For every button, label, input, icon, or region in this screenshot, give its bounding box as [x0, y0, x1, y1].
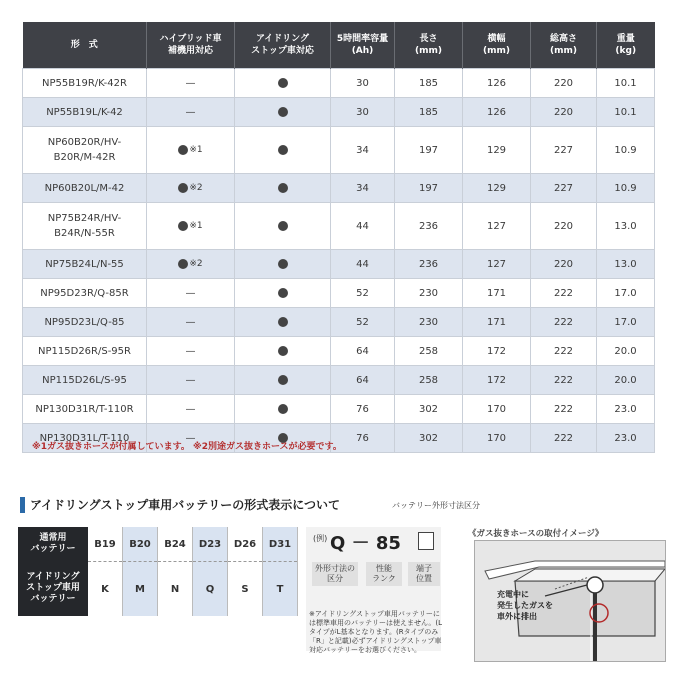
cell-capacity: 64: [331, 337, 395, 366]
cell-length: 236: [395, 203, 463, 250]
table-row: [23, 203, 655, 250]
cell-hybrid: [147, 127, 235, 174]
table-row: [23, 174, 655, 203]
format-label-rank-text: 性能 ランク: [372, 564, 396, 583]
filled-dot-icon: [178, 145, 188, 155]
cell-model: NP95D23R/Q-85R: [23, 279, 147, 308]
cell-capacity: 76: [331, 424, 395, 453]
cell-capacity: 52: [331, 279, 395, 308]
format-note: ※アイドリングストップ車用バッテリーには標準車用のバッテリーは使えません。(LタイプがL基本となります。(Rタイプのみ「R」と記載)必ずアイドリングストップ車対応バッテリーをお選びください。: [309, 610, 443, 655]
code-cell: M: [123, 562, 158, 617]
cell-height: 222: [531, 337, 597, 366]
table-body: [23, 69, 655, 453]
cell-width: 170: [463, 424, 531, 453]
filled-dot-icon: [178, 183, 188, 193]
header-capacity: [331, 22, 395, 69]
header-model: 形 式: [23, 22, 147, 69]
cell-width: 127: [463, 203, 531, 250]
cell-width: 129: [463, 127, 531, 174]
cell-height: 220: [531, 69, 597, 98]
cell-width: 171: [463, 308, 531, 337]
cell-hybrid: —: [147, 366, 235, 395]
filled-dot-icon: [178, 221, 188, 231]
code-cell: S: [228, 562, 263, 617]
cell-model: NP115D26R/S-95R: [23, 337, 147, 366]
filled-dot-icon: [178, 259, 188, 269]
cell-weight: 13.0: [597, 250, 655, 279]
cell-height: 227: [531, 127, 597, 174]
image-title: 《ガス抜きホースの取付イメージ》: [468, 529, 604, 539]
note-reference: ※1: [189, 144, 203, 155]
cell-idle: [235, 308, 331, 337]
size-cell: B20: [123, 527, 158, 562]
size-cell: D23: [193, 527, 228, 562]
cell-hybrid: —: [147, 98, 235, 127]
header-idle-stop-text: アイドリング ストップ車対応: [251, 33, 314, 56]
cell-height: 222: [531, 279, 597, 308]
terminal-position-box: [418, 532, 434, 550]
table-row: [23, 127, 655, 174]
cell-model: NP130D31L/T-110: [23, 424, 147, 453]
filled-dot-icon: [278, 375, 288, 385]
cell-weight: 13.0: [597, 203, 655, 250]
table-header-row: [23, 22, 655, 69]
cell-weight: 23.0: [597, 424, 655, 453]
table-row: [23, 366, 655, 395]
size-row-normal: [18, 527, 298, 562]
table-row: [23, 69, 655, 98]
cell-capacity: 30: [331, 69, 395, 98]
cell-hybrid: —: [147, 337, 235, 366]
header-length: [395, 22, 463, 69]
filled-dot-icon: [278, 107, 288, 117]
note-reference: ※1: [189, 220, 203, 231]
cell-hybrid: —: [147, 69, 235, 98]
table-row: [23, 337, 655, 366]
cell-model: NP95D23L/Q-85: [23, 308, 147, 337]
code-cell: T: [263, 562, 298, 617]
cell-weight: 17.0: [597, 308, 655, 337]
cell-idle: [235, 98, 331, 127]
header-height: [531, 22, 597, 69]
header-idle-stop: [235, 22, 331, 69]
size-cell: D26: [228, 527, 263, 562]
section-title: アイドリングストップ車用バッテリーの形式表示について: [30, 498, 340, 512]
battery-spec-table: [22, 22, 655, 453]
cell-width: 171: [463, 279, 531, 308]
format-label-terminal-text: 端子 位置: [416, 564, 432, 583]
cell-model: NP115D26L/S-95: [23, 366, 147, 395]
code-cell: N: [158, 562, 193, 617]
cell-hybrid: —: [147, 424, 235, 453]
cell-width: 172: [463, 337, 531, 366]
filled-dot-icon: [278, 78, 288, 88]
cell-idle: [235, 69, 331, 98]
filled-dot-icon: [278, 288, 288, 298]
cell-idle: [235, 279, 331, 308]
cell-height: 220: [531, 203, 597, 250]
format-example-label: (例): [313, 534, 328, 543]
cell-capacity: 44: [331, 203, 395, 250]
cell-model: NP60B20R/HV- B20R/M-42R: [23, 127, 147, 174]
cell-idle: [235, 337, 331, 366]
size-cell: B24: [158, 527, 193, 562]
format-label-size: [312, 562, 358, 586]
cell-hybrid: —: [147, 279, 235, 308]
cell-model: NP75B24L/N-55: [23, 250, 147, 279]
size-cell: D31: [263, 527, 298, 562]
cell-height: 222: [531, 308, 597, 337]
note-reference: ※2: [189, 182, 203, 193]
cell-hybrid: [147, 250, 235, 279]
cell-hybrid: [147, 174, 235, 203]
cell-length: 197: [395, 174, 463, 203]
cell-length: 197: [395, 127, 463, 174]
filled-dot-icon: [278, 317, 288, 327]
cell-capacity: 34: [331, 174, 395, 203]
cell-length: 302: [395, 424, 463, 453]
header-capacity-text: 5時間率容量 (Ah): [336, 33, 389, 56]
idle-battery-label: [18, 562, 88, 617]
header-weight-text: 重量 (kg): [615, 33, 637, 56]
cell-hybrid: —: [147, 308, 235, 337]
table-row: [23, 395, 655, 424]
cell-weight: 17.0: [597, 279, 655, 308]
cell-width: 126: [463, 69, 531, 98]
cell-width: 129: [463, 174, 531, 203]
cell-hybrid: —: [147, 395, 235, 424]
idle-battery-label-text: アイドリング ストップ車用 バッテリー: [26, 571, 80, 605]
size-code-table: [18, 527, 298, 616]
cell-weight: 10.9: [597, 127, 655, 174]
format-label-rank: [366, 562, 402, 586]
cell-model: NP130D31R/T-110R: [23, 395, 147, 424]
code-cell: Q: [193, 562, 228, 617]
size-row-idle: [18, 562, 298, 617]
cell-weight: 10.1: [597, 98, 655, 127]
cell-height: 222: [531, 395, 597, 424]
header-width: [463, 22, 531, 69]
cell-idle: [235, 366, 331, 395]
cell-height: 222: [531, 366, 597, 395]
table-row: [23, 98, 655, 127]
illustration-caption: 充電中に 発生したガスを 車外に排出: [497, 590, 553, 622]
normal-battery-label-text: 通常用 バッテリー: [30, 533, 76, 555]
header-height-text: 総高さ (mm): [549, 33, 577, 56]
cell-length: 230: [395, 308, 463, 337]
header-hybrid: [147, 22, 235, 69]
header-width-text: 横幅 (mm): [483, 33, 510, 56]
cell-model: NP55B19R/K-42R: [23, 69, 147, 98]
cell-idle: [235, 203, 331, 250]
cell-height: 220: [531, 250, 597, 279]
cell-length: 230: [395, 279, 463, 308]
filled-dot-icon: [278, 259, 288, 269]
cell-hybrid: [147, 203, 235, 250]
cell-width: 127: [463, 250, 531, 279]
filled-dot-icon: [278, 145, 288, 155]
cell-height: 227: [531, 174, 597, 203]
format-example-code: Q － 85: [330, 533, 401, 554]
header-weight: [597, 22, 655, 69]
cell-model: NP60B20L/M-42: [23, 174, 147, 203]
cell-length: 258: [395, 337, 463, 366]
cell-capacity: 64: [331, 366, 395, 395]
table-row: [23, 250, 655, 279]
gas-hose-illustration: [474, 540, 666, 662]
filled-dot-icon: [278, 183, 288, 193]
cell-weight: 20.0: [597, 337, 655, 366]
size-cell: B19: [88, 527, 123, 562]
header-hybrid-text: ハイブリッド車 補機用対応: [159, 33, 222, 56]
cell-capacity: 34: [331, 127, 395, 174]
cell-idle: [235, 395, 331, 424]
cell-height: 220: [531, 98, 597, 127]
filled-dot-icon: [278, 404, 288, 414]
cell-model: NP75B24R/HV- B24R/N-55R: [23, 203, 147, 250]
cell-model: NP55B19L/K-42: [23, 98, 147, 127]
table-row: [23, 308, 655, 337]
cell-length: 185: [395, 69, 463, 98]
header-length-text: 長さ (mm): [415, 33, 442, 56]
cell-length: 302: [395, 395, 463, 424]
cell-width: 172: [463, 366, 531, 395]
cell-capacity: 30: [331, 98, 395, 127]
footnote: ※1ガス抜きホースが付属しています。 ※2別途ガス抜きホースが必要です。: [32, 442, 342, 452]
cell-length: 258: [395, 366, 463, 395]
cell-capacity: 52: [331, 308, 395, 337]
format-label-terminal: [408, 562, 440, 586]
filled-dot-icon: [278, 221, 288, 231]
note-reference: ※2: [189, 258, 203, 269]
cell-weight: 10.9: [597, 174, 655, 203]
cell-idle: [235, 174, 331, 203]
section-subtitle: バッテリー外形寸法区分: [392, 501, 480, 510]
cell-capacity: 76: [331, 395, 395, 424]
table-row: [23, 279, 655, 308]
filled-dot-icon: [278, 346, 288, 356]
cell-length: 185: [395, 98, 463, 127]
format-label-size-text: 外形寸法の 区分: [315, 564, 355, 583]
cell-capacity: 44: [331, 250, 395, 279]
code-cell: K: [88, 562, 123, 617]
cell-width: 170: [463, 395, 531, 424]
cell-idle: [235, 250, 331, 279]
cell-height: 222: [531, 424, 597, 453]
cell-width: 126: [463, 98, 531, 127]
section-accent-bar: [20, 497, 25, 513]
cell-weight: 23.0: [597, 395, 655, 424]
cell-weight: 10.1: [597, 69, 655, 98]
cell-weight: 20.0: [597, 366, 655, 395]
cell-length: 236: [395, 250, 463, 279]
normal-battery-label: [18, 527, 88, 562]
cell-idle: [235, 127, 331, 174]
